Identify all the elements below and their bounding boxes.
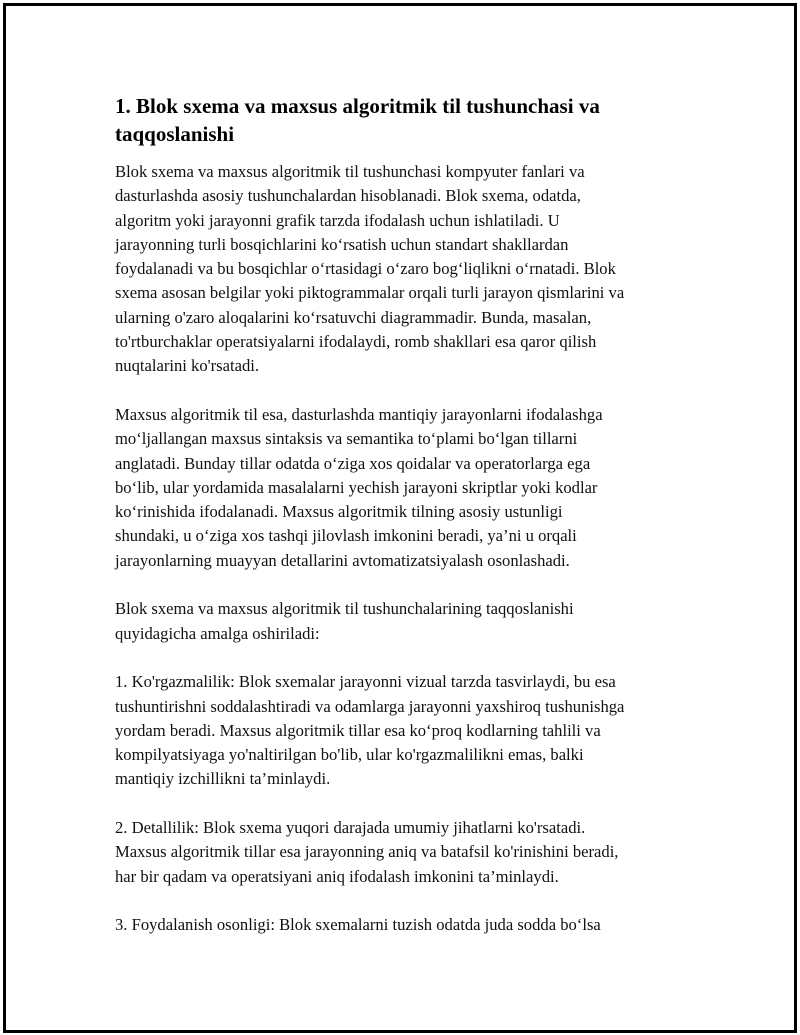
text-line: nuqtalarini ko'rsatadi. (115, 356, 259, 376)
text-line: foydalanadi va bu bosqichlar o‘rtasidagi o‘zaro bog‘liqlikni o‘rnatadi. Blok (115, 259, 616, 279)
text-line: 2. Detallilik: Blok sxema yuqori darajada umumiy jihatlarni ko'rsatadi. (115, 818, 586, 838)
text-line: bo‘lib, ular yordamida masalalarni yechish jarayoni skriptlar yoki kodlar (115, 477, 598, 497)
text-line: Maxsus algoritmik til esa, dasturlashda mantiqiy jarayonlarni ifodalashga (115, 404, 603, 424)
paragraph-algorithmic-language (115, 403, 700, 573)
text-line: Maxsus algoritmik tillar esa jarayonning aniq va batafsil ko'rinishini beradi, (115, 842, 619, 862)
list-item-ease-of-use (115, 913, 700, 937)
text-line: 3. Foydalanish osonligi: Blok sxemalarni tuzish odatda juda sodda bo‘lsa (115, 915, 601, 935)
paragraph-comparison-intro (115, 597, 700, 646)
section-heading (115, 92, 700, 148)
paragraph-intro (115, 160, 700, 379)
text-line: tushuntirishni soddalashtiradi va odamlarga jarayonni yaxshiroq tushunishga (115, 696, 625, 716)
document-body (115, 92, 700, 962)
text-line: quyidagicha amalga oshiriladi: (115, 623, 320, 643)
text-line: Blok sxema va maxsus algoritmik til tushunchasi kompyuter fanlari va (115, 162, 585, 181)
text-line: Blok sxema va maxsus algoritmik til tushunchalarining taqqoslanishi (115, 599, 574, 619)
text-line: har bir qadam va operatsiyani aniq ifodalash imkonini ta’minlaydi. (115, 866, 559, 886)
heading-line: 1. Blok sxema va maxsus algoritmik til tushunchasi va (115, 94, 600, 118)
text-line: 1. Ko'rgazmalilik: Blok sxemalar jarayonni vizual tarzda tasvirlaydi, bu esa (115, 672, 616, 692)
list-item-detail (115, 816, 700, 889)
list-item-visibility (115, 670, 700, 791)
heading-line: taqqoslanishi (115, 122, 235, 146)
text-line: jarayonlarning muayyan detallarini avtomatizatsiyalash osonlashadi. (115, 550, 570, 570)
text-line: mo‘ljallangan maxsus sintaksis va semantika to‘plami bo‘lgan tillarni (115, 429, 578, 449)
text-line: sxema asosan belgilar yoki piktogrammalar orqali turli jarayon qismlarini va (115, 283, 625, 303)
text-line: yordam beradi. Maxsus algoritmik tillar esa ko‘proq kodlarning tahlili va (115, 720, 601, 740)
text-line: shundaki, u o‘ziga xos tashqi jilovlash imkonini beradi, ya’ni u orqali (115, 526, 577, 546)
text-line: jarayonning turli bosqichlarini ko‘rsatish uchun standart shakllardan (115, 234, 569, 254)
text-line: dasturlashda asosiy tushunchalardan hisoblanadi. Blok sxema, odatda, (115, 186, 581, 206)
text-line: ularning o'zaro aloqalarini ko‘rsatuvchi diagrammadir. Bunda, masalan, (115, 307, 592, 327)
text-line: algoritm yoki jarayonni grafik tarzda ifodalash uchun ishlatiladi. U (115, 210, 560, 230)
text-line: to'rtburchaklar operatsiyalarni ifodalaydi, romb shakllari esa qaror qilish (115, 332, 597, 352)
text-line: anglatadi. Bunday tillar odatda o‘ziga xos qoidalar va operatorlarga ega (115, 453, 591, 473)
text-line: ko‘rinishida ifodalanadi. Maxsus algoritmik tilning asosiy ustunligi (115, 502, 563, 522)
text-line: kompilyatsiyaga yo'naltirilgan bo'lib, ular ko'rgazmalilikni emas, balki (115, 745, 584, 765)
text-line: mantiqiy izchillikni ta’minlaydi. (115, 769, 331, 789)
